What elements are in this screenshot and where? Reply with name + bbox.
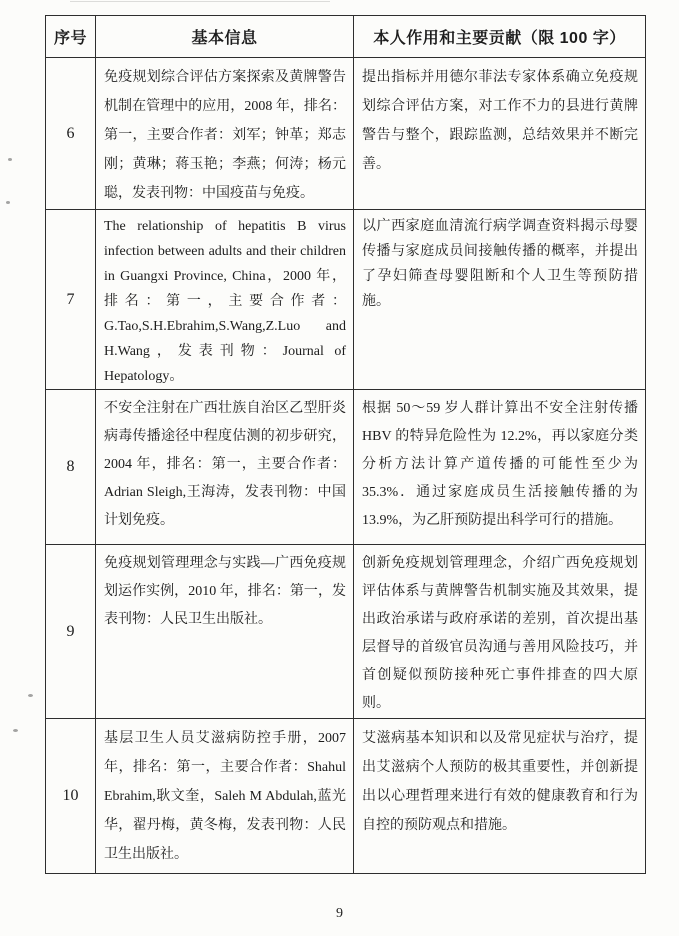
table-row: [46, 719, 646, 874]
col-header-basic-info: 基本信息: [96, 16, 354, 58]
cell-basic-info: 不安全注射在广西壮族自治区乙型肝炎病毒传播途径中程度估测的初步研究，2004 年，排名：第一，主要合作者：Adrian Sleigh,王海涛，发表刊物：中国计划免疫。: [96, 390, 354, 545]
cell-contribution: 艾滋病基本知识和以及常见症状与治疗，提出艾滋病个人预防的极其重要性，并创新提出以心理哲理来进行有效的健康教育和行为自控的预防观点和措施。: [354, 719, 646, 874]
scan-speck: [28, 694, 33, 697]
cell-serial-number: 9: [46, 545, 96, 719]
cell-contribution: 根据 50～59 岁人群计算出不安全注射传播 HBV 的特异危险性为 12.2%，再以家庭分类分析方法计算产道传播的可能性至少为 35.3%．通过家庭成员生活接触传播的为 13.9%，为乙肝预防提出科学可行的措施。: [354, 390, 646, 545]
cell-contribution: 提出指标并用德尔菲法专家体系确立免疫规划综合评估方案，对工作不力的县进行黄牌警告与整个，跟踪监测，总结效果并不断完善。: [354, 58, 646, 210]
page-number: 9: [336, 906, 343, 921]
cell-serial-number: 6: [46, 58, 96, 210]
table-row: [46, 390, 646, 545]
scan-speck: [6, 201, 10, 204]
scan-speck: [8, 158, 12, 161]
cell-basic-info: 免疫规划综合评估方案探索及黄牌警告机制在管理中的应用，2008 年，排名：第一，主要合作者：刘军；钟革；郑志刚；黄琳；蒋玉艳；李燕；何涛；杨元聪，发表刊物：中国疫苗与免疫。: [96, 58, 354, 210]
scan-artifact-top-edge: [70, 1, 330, 2]
cell-basic-info: 免疫规划管理理念与实践—广西免疫规划运作实例，2010 年，排名：第一，发表刊物：人民卫生出版社。: [96, 545, 354, 719]
table-header-row: [46, 16, 646, 58]
table-row: [46, 58, 646, 210]
cell-basic-info: 基层卫生人员艾滋病防控手册，2007 年，排名：第一，主要合作者：Shahul Ebrahim,耿文奎，Saleh M Abdulah,蓝光华，翟丹梅，黄冬梅，发表刊物：人民卫生出版社。: [96, 719, 354, 874]
col-header-serial-number: 序号: [46, 16, 96, 58]
publications-table: [45, 15, 646, 874]
cell-serial-number: 8: [46, 390, 96, 545]
cell-contribution: 以广西家庭血清流行病学调查资料揭示母婴传播与家庭成员间接触传播的概率，并提出了孕妇筛查母婴阻断和个人卫生等预防措施。: [354, 210, 646, 390]
table-row: [46, 210, 646, 390]
cell-serial-number: 10: [46, 719, 96, 874]
scan-speck: [13, 729, 18, 732]
cell-serial-number: 7: [46, 210, 96, 390]
col-header-contribution: 本人作用和主要贡献（限 100 字）: [354, 16, 646, 58]
cell-contribution: 创新免疫规划管理理念，介绍广西免疫规划评估体系与黄牌警告机制实施及其效果，提出政治承诺与政府承诺的差别，首次提出基层督导的首级官员沟通与善用风险技巧，并首创疑似预防接种死亡事件排查的四大原则。: [354, 545, 646, 719]
table-row: [46, 545, 646, 719]
cell-basic-info: The relationship of hepatitis B virus infection between adults and their children in Guangxi Province, China，2000 年，排名：第一，主要合作者：G.Tao,S.H.Ebrahim,S.Wang,Z.Luo and H.Wang，发表刊物：Journal of Hepatology。: [96, 210, 354, 390]
